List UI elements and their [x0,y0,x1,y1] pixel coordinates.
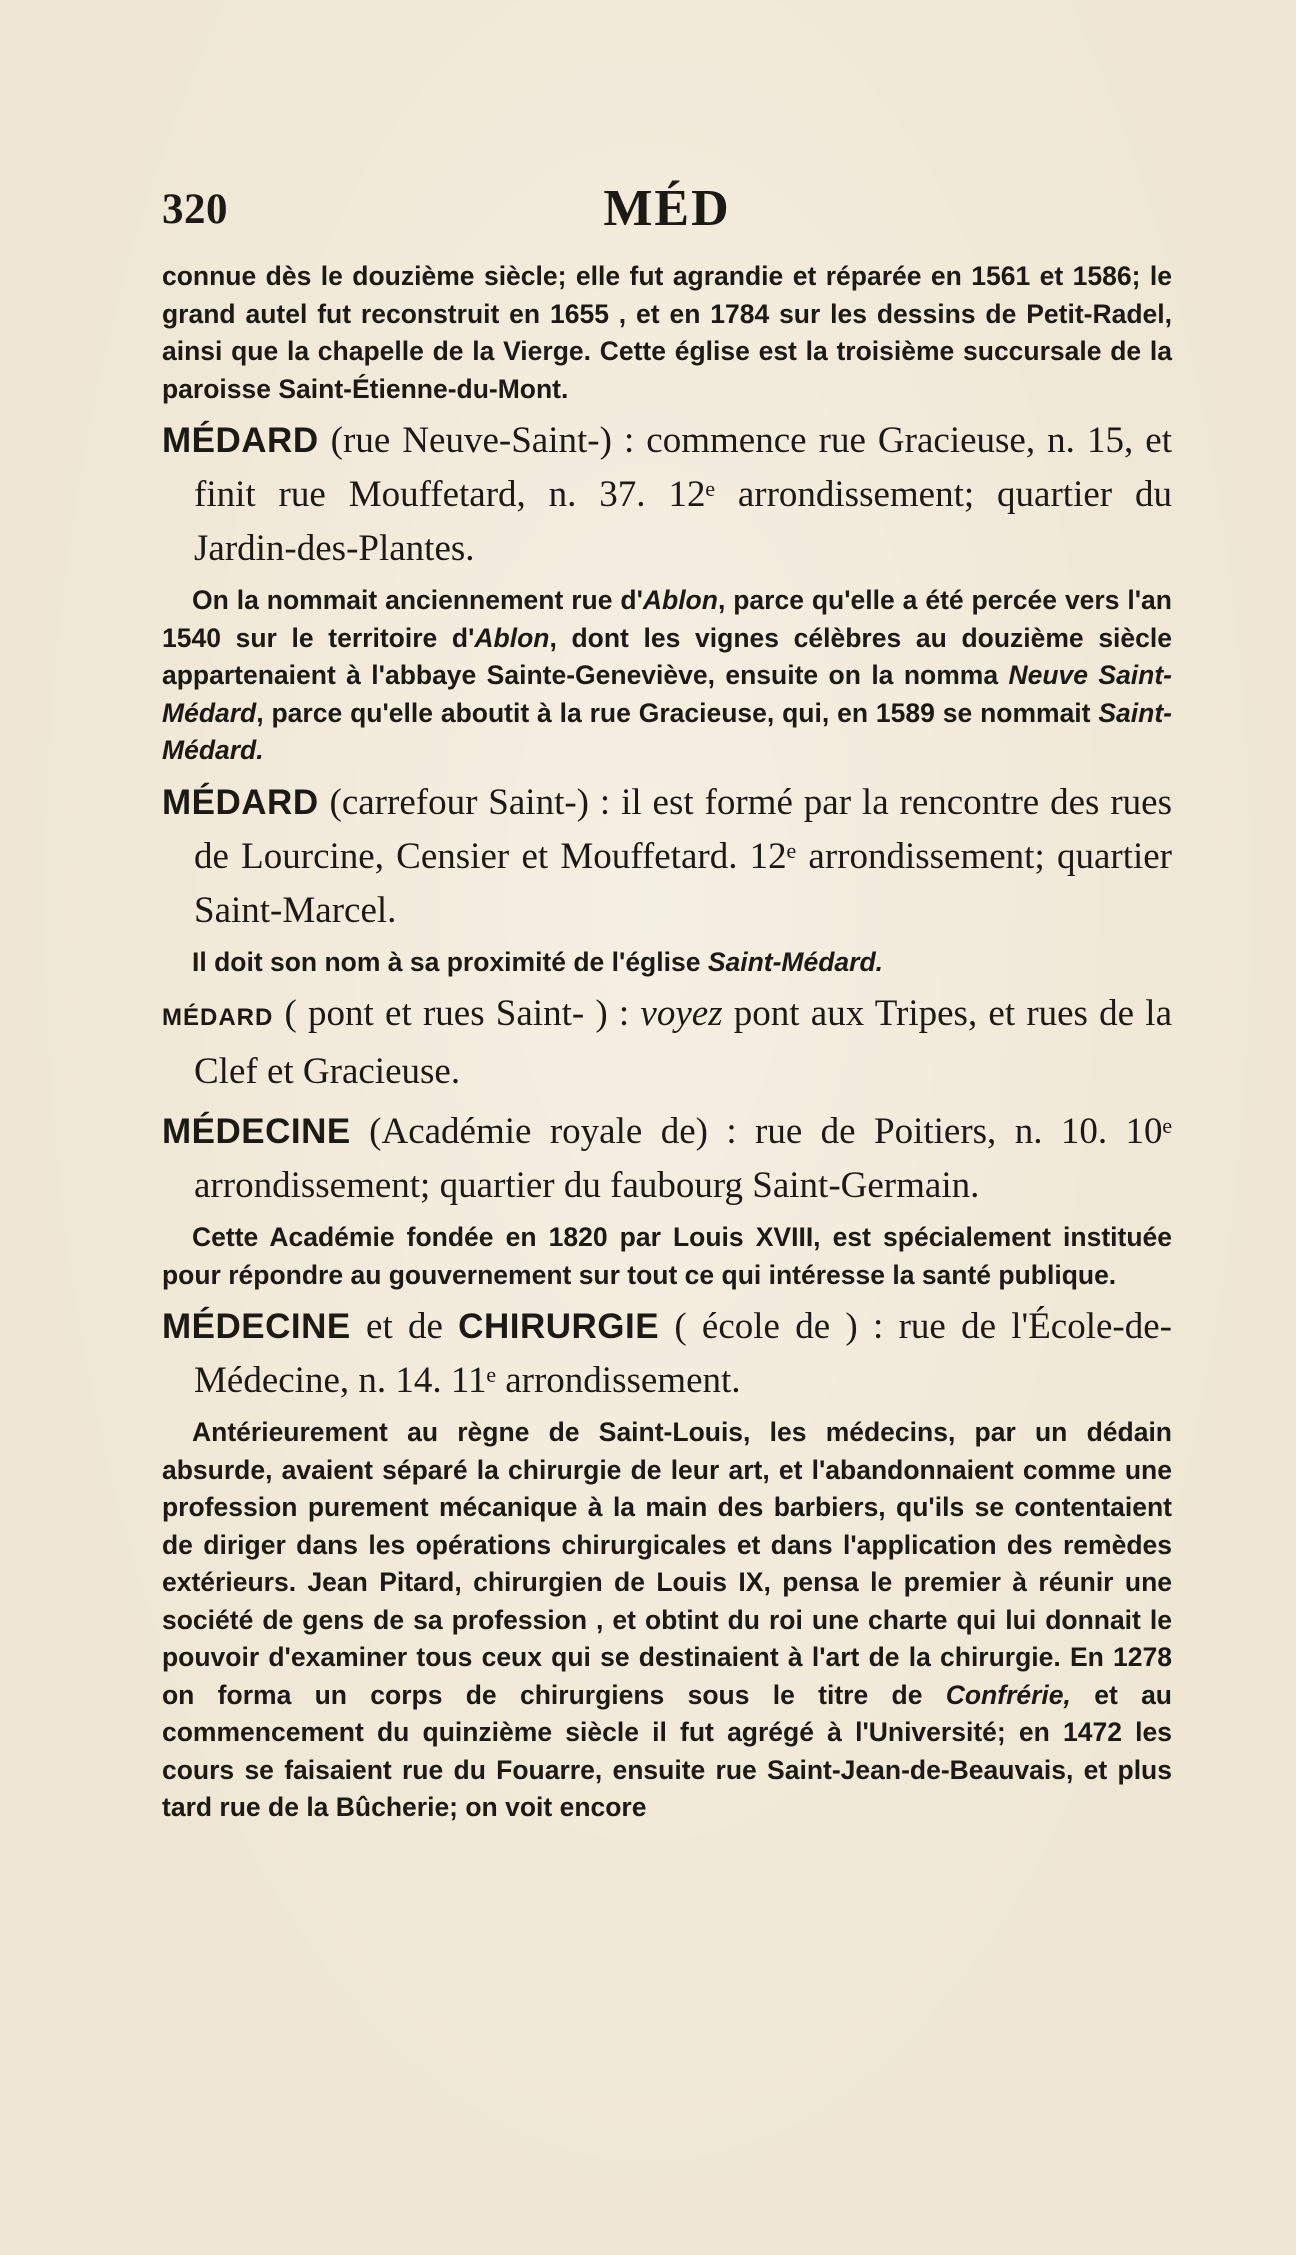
entry-text: (Académie royale de) : rue de Poitiers, n. 10. 10ᵉ arrondissement; quartier du faubourg Saint-Germain. [194,1111,1172,1206]
entry-note [162,1219,1172,1294]
note-italic: Saint-Médard. [707,946,884,977]
entry-heading [162,414,1172,576]
entry-heading [162,1105,1172,1213]
running-head: MÉD [603,180,731,237]
page-body [162,258,1172,1827]
note-text: , parce qu'elle aboutit à la rue Gracieuse, qui, en 1589 se nommait [256,697,1099,728]
note-text: Il doit son nom à sa proximité de l'église [192,946,708,977]
note-text: , dont les vignes célèbres au douzième siècle appartenaient à l'abbaye Sainte-Geneviève, ensuite on la nomma [162,622,1172,690]
intro-paragraph: connue dès le douzième siècle; elle fut agrandie et réparée en 1561 et 1586; le grand autel fut reconstruit en 1655 , et en 1784 sur les dessins de Petit-Radel, ainsi que la chapelle de la Vierge. Cette église est la troisième succursale de la paroisse Saint-Étienne-du-Mont. [162,261,1172,404]
note-text: et au commencement du quinzième siècle il fut agrégé à l'Université; en 1472 les cours se faisaient rue du Fouarre, ensuite rue Saint-Jean-de-Beauvais, et plus tard rue de la Bûcherie; on voit encore [162,1679,1172,1822]
entry-medecine-chirurgie [162,1300,1172,1827]
entry-heading [162,776,1172,938]
note-italic: Neuve Saint-Médard [162,660,1173,728]
note-italic: Confrérie, [945,1679,1071,1710]
entry-text-italic: voyez [640,993,723,1034]
headword: MÉDARD [162,421,319,460]
headword: MÉDECINE [162,1112,351,1151]
entry-note [162,582,1172,770]
note-text: , parce qu'elle a été percée vers l'an 1540 sur le territoire d' [162,585,1172,653]
entry-medecine-academie [162,1105,1172,1294]
note-italic: Ablon [474,622,550,653]
entry-medard-carrefour [162,776,1172,982]
entry-text: pont aux Tripes, et rues de la Clef et Gracieuse. [194,993,1172,1092]
entry-text: ( école de ) : rue de l'École-de-Médecine, n. 14. 11ᵉ arrondissement. [194,1306,1172,1401]
entry-text: (carrefour Saint-) : il est formé par la rencontre des rues de Lourcine, Censier et Mouffetard. 12ᵉ arrondissement; quartier Saint-Marcel. [194,781,1172,931]
entry-text: (rue Neuve-Saint-) : commence rue Gracieuse, n. 15, et finit rue Mouffetard, n. 37. 12ᵉ arrondissement; quartier du Jardin-des-Plantes. [194,420,1172,569]
headword: MÉDARD [162,1004,274,1031]
headword: MÉDECINE [162,1307,351,1346]
entry-note [162,944,1172,982]
entry-note [162,1414,1172,1827]
page-number: 320 [162,186,228,233]
entry-heading [162,1300,1172,1408]
note-text: On la nommait anciennement rue d' [192,585,643,615]
entry-text: ( pont et rues Saint- ) : [273,993,641,1034]
note-text: Antérieurement au règne de Saint-Louis, les médecins, par un dédain absurde, avaient séparé la chirurgie de leur art, et l'abandonnaient comme une profession purement mécanique à la main des barbiers, qu'ils se contentaient de diriger dans les opérations chirurgicales et dans l'application des remèdes extérieurs. Jean Pitard, chirurgien de Louis IX, pensa le premier à réunir une société de gens de sa profession , et obtint du roi une charte qui lui donnait le pouvoir d'examiner tous ceux qui se destinaient à l'art de la chirurgie. En 1278 on forma un corps de chirurgiens sous le titre de [162,1417,1172,1710]
page-header [162,175,1172,245]
note-italic: Ablon [642,585,718,615]
entry-heading [162,987,1172,1099]
entry-connector: et de [350,1306,459,1347]
note-italic: Saint-Médard. [162,697,1172,765]
entry-medard-rue [162,414,1172,770]
entry-medard-pont [162,987,1172,1099]
headword-secondary: CHIRURGIE [458,1307,660,1346]
note-text: Cette Académie fondée en 1820 par Louis XVIII, est spécialement instituée pour répondre au gouvernement sur tout ce qui intéresse la santé publique. [162,1222,1172,1290]
headword: MÉDARD [162,782,319,822]
